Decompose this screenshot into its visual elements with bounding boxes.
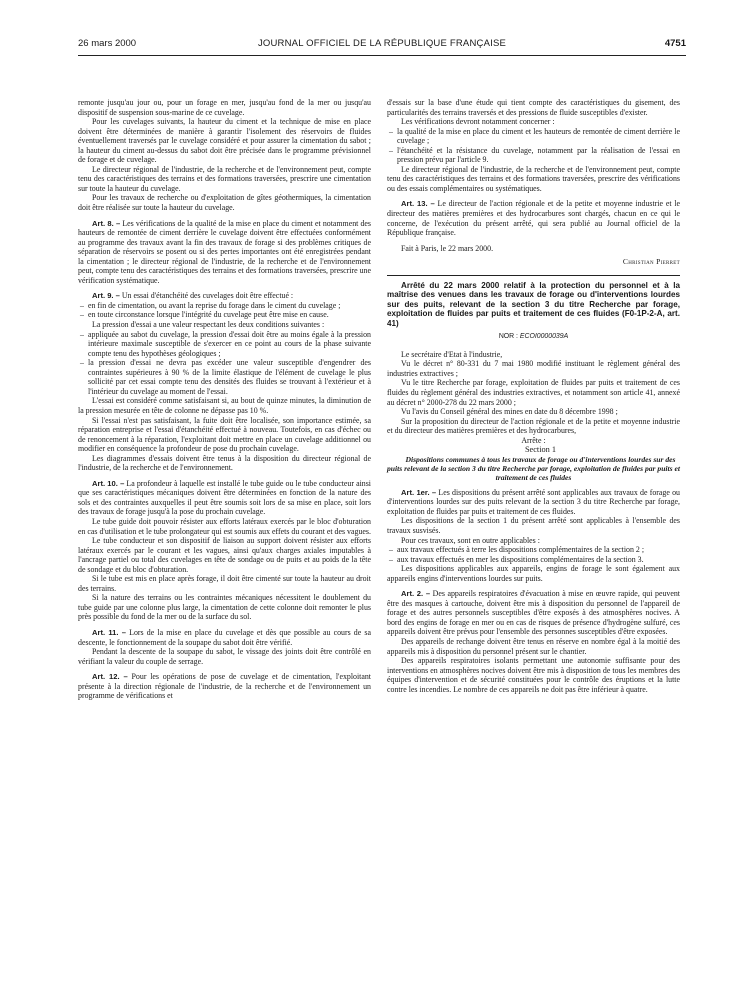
paragraph: Vu le titre Recherche par forage, exploitation de fluides par puits et traitement de ces fluides du règlement général des industries extractives, et notamment son article 41, annexé au décret n° 2000-278 du 22 mars 2000 ;	[387, 378, 680, 407]
paragraph: Les vérifications devront notamment concerner :	[401, 117, 555, 127]
paragraph: Vu l'avis du Conseil général des mines en date du 8 décembre 1998 ;	[401, 407, 618, 417]
list-item: – en toute circonstance lorsque l'intégrité du cuvelage peut être mise en cause.	[78, 310, 371, 320]
paragraph: remonte jusqu'au jour ou, pour un forage en mer, jusqu'au fond de la mer ou jusqu'au dispositif de suspension sous-marine de ce cuvelage.	[78, 98, 371, 117]
article-lead: Art. 2. –	[401, 589, 431, 599]
section-subtitle: Dispositions communes à tous les travaux de forage ou d'interventions lourdes sur des puits relevant de la section 3 du titre Recherche par forage, exploitation de fluides par puits et traitement de ces fluides	[387, 454, 680, 482]
article-11	[78, 628, 371, 647]
paragraph: Si le tube est mis en place après forage, il doit être cimenté sur toute la hauteur au droit des terrains.	[78, 574, 371, 593]
paragraph: Des appareils respiratoires isolants permettant une autonomie suffisante pour des interventions en atmosphères nocives doivent être mis à disposition de tous les membres des équipes d'intervention et de sécurité constituées pour le contrôle des éruptions et la lutte contre les incendies. Le nombre de ces appareils ne doit pas être inférieur à quatre.	[387, 656, 680, 694]
dash-list	[387, 127, 680, 165]
article-lead: Art. 10. –	[92, 478, 125, 488]
right-column	[387, 98, 680, 694]
dash-list	[387, 545, 680, 564]
article-lead: Art. 9. –	[92, 291, 120, 301]
paragraph: Si la nature des terrains ou les contraintes mécaniques nécessitent le doublement du tube guide par une colonne plus large, la cimentation de cette colonne doit remonter le plus près possible du fond de la mer ou de la surface du sol.	[78, 593, 371, 622]
list-item: – la pression d'essai ne devra pas excéder une valeur susceptible d'engendrer des contraintes supérieures à 90 % de la limite élastique de l'élément de cuvelage le plus sollicité par cet essai compte tenu des densités des fluides se trouvant à l'extérieur et à l'intérieur du cuvelage au moment de l'essai.	[78, 358, 371, 396]
article-1	[387, 488, 680, 517]
header-rule	[78, 55, 686, 56]
paragraph: Pendant la descente de la soupape du sabot, le vissage des joints doit être contrôlé en vérifiant la valeur du couple de serrage.	[78, 647, 371, 666]
article-text: Les vérifications de la qualité de la mise en place du ciment et notamment des hauteurs de remontée de ciment derrière le cuvelage doivent être effectuées conformément au programme des travaux avant la fin des travaux de forage si des problèmes critiques de séparation de réservoirs se posent ou si des pertes importantes ont été enregistrées pendant la cimentation ; le directeur régional de l'industrie, de la recherche et de l'environnement peut, compte tenu des caractéristiques des terrains et des formations traversées, prescrire une vérification systématique.	[78, 218, 372, 285]
paragraph: La pression d'essai a une valeur respectant les deux conditions suivantes :	[92, 320, 325, 330]
article-10	[78, 479, 371, 517]
arrete-label: Arrête :	[521, 435, 546, 445]
article-lead: Art. 1er. –	[401, 487, 437, 497]
page-header	[78, 38, 686, 52]
separator-rule	[387, 275, 680, 276]
paragraph: Pour ces travaux, sont en outre applicables :	[401, 535, 540, 545]
article-text: Un essai d'étanchéité des cuvelages doit être effectué :	[119, 291, 294, 301]
paragraph: Le directeur régional de l'industrie, de la recherche et de l'environnement peut, compte tenu des caractéristiques des terrains et des formations traversées, prescrire une cimentation sur toute la hauteur du cuvelage.	[78, 164, 371, 193]
dash-list	[78, 330, 371, 397]
article-text: Pour les opérations de pose de cuvelage et de cimentation, l'exploitant présente à la direction régionale de l'industrie, de la recherche et de l'environnement un programme de vérifications et	[78, 672, 371, 701]
list-item: – appliquée au sabot du cuvelage, la pression d'essai doit être au moins égale à la pression intérieure maximale susceptible de s'exercer en ce point au cours de la phase suivante compte tenu des hypothèses géologiques ;	[78, 330, 371, 359]
article-text: La profondeur à laquelle est installé le tube guide ou le tube conducteur ainsi que ses caractéristiques mécaniques doivent être déterminées en fonction de la nature des sols et des contraintes auxquelles il peut être soumis soit lors de sa mise en place, soit lors des travaux de forage jusqu'à la pose du prochain cuvelage.	[78, 478, 372, 517]
article-text: Le directeur de l'action régionale et de la petite et moyenne industrie et le directeur des matières premières et des hydrocarbures sont chargés, chacun en ce qui le concerne, de l'exécution du présent arrêté, qui sera publié au Journal officiel de la République française.	[387, 199, 681, 238]
paragraph: Le directeur régional de l'industrie, de la recherche et de l'environnement peut, compte tenu des caractéristiques des terrains et des formations traversées, prescrire des vérifications ou des essais complémentaires ou systématiques.	[387, 164, 680, 193]
paragraph: Les dispositions de la section 1 du présent arrêté sont applicables à l'ensemble des travaux susvisés.	[387, 516, 680, 535]
list-item: – aux travaux effectués à terre les dispositions complémentaires de la section 2 ;	[387, 545, 680, 555]
paragraph: Le secrétaire d'Etat à l'industrie,	[401, 349, 503, 359]
nor-label: NOR :	[498, 333, 520, 341]
article-lead: Art. 11. –	[92, 627, 127, 637]
article-2	[387, 589, 680, 637]
paragraph: Le tube guide doit pouvoir résister aux efforts latéraux exercés par le bloc d'obturation en cas d'utilisation et le tube prolongateur qui est soumis aux effets du courant et des vagues.	[78, 516, 371, 536]
place-date: Fait à Paris, le 22 mars 2000.	[401, 243, 494, 253]
paragraph: Pour les travaux de recherche ou d'exploitation de gîtes géothermiques, la cimentation doit être réalisée sur toute la hauteur du cuvelage.	[78, 193, 371, 213]
signature: Christian Pierret	[622, 257, 680, 267]
article-lead: Art. 12. –	[92, 672, 128, 682]
page-number: 4751	[664, 38, 686, 49]
article-lead: Art. 8. –	[92, 218, 121, 228]
article-text: Lors de la mise en place du cuvelage et dès que possible au cours de sa descente, le fonctionnement de la soupape du sabot doit être vérifié.	[78, 627, 371, 647]
paragraph: Pour les cuvelages suivants, la hauteur du ciment et la technique de mise en place doivent être déterminées de manière à garantir l'isolement des réservoirs de fluides éventuellement traversés par le cuvelage considéré et pour assurer la cimentation du sabot ; la hauteur du ciment au-dessus du sabot doit être précisée dans le programme prévisionnel de forage et de cuvelage.	[78, 117, 371, 165]
article-8	[78, 219, 371, 286]
paragraph: L'essai est considéré comme satisfaisant si, au bout de quinze minutes, la diminution de la pression mesurée en tête de colonne ne dépasse pas 10 %.	[78, 396, 371, 415]
paragraph: d'essais sur la base d'une étude qui tient compte des caractéristiques du gisement, des particularités des terrains traversés et des pressions de fluide susceptibles d'exister.	[387, 98, 680, 117]
paragraph: Les dispositions applicables aux appareils, engins de forage le sont également aux appareils engins d'interventions lourdes sur puits.	[387, 564, 680, 583]
article-13	[387, 199, 680, 237]
list-item: – l'étanchéité et la résistance du cuvelage, notamment par la réalisation de l'essai en pression prévu par l'article 9.	[387, 146, 680, 165]
issue-date: 26 mars 2000	[78, 38, 137, 49]
paragraph: Vu le décret n° 80-331 du 7 mai 1980 modifié instituant le règlement général des industries extractives ;	[387, 359, 680, 378]
paragraph: Sur la proposition du directeur de l'action régionale et de la petite et moyenne industrie et du directeur des matières premières et des hydrocarbures,	[387, 416, 680, 436]
section-heading: Section 1	[524, 445, 557, 455]
left-column	[78, 98, 371, 701]
nor-reference	[387, 332, 680, 342]
paragraph: Les diagrammes d'essais doivent être tenus à la disposition du directeur régional de l'industrie, de la recherche et de l'environnement.	[78, 453, 371, 473]
list-item: – aux travaux effectués en mer les dispositions complémentaires de la section 3.	[387, 555, 680, 565]
nor-code: ECOI0000039A	[519, 333, 569, 341]
journal-title: JOURNAL OFFICIEL DE LA RÉPUBLIQUE FRANÇAISE	[257, 38, 507, 49]
list-item: – en fin de cimentation, ou avant la reprise du forage dans le ciment du cuvelage ;	[78, 301, 371, 311]
article-lead: Art. 13. –	[401, 199, 435, 209]
article-text: Des appareils respiratoires d'évacuation à mise en œuvre rapide, qui peuvent être des masques à cartouche, doivent être mis à disposition du personnel de l'appareil de forage et des autres personnels susceptibles d'être exposés à des atmosphères nocives. A bord des engins de forage en mer ou en cas de risques de présence d'hydrogène sulfuré, ces appareils doivent être prévus pour l'ensemble des personnes susceptibles d'être exposées.	[387, 589, 680, 637]
article-text: Les dispositions du présent arrêté sont applicables aux travaux de forage ou d'interventions lourdes sur des puits relevant de la section 3 du titre Recherche par forage, exploitation de fluides par puits et traitement de ces fluides.	[387, 487, 680, 516]
article-9	[78, 291, 371, 301]
arrete-title: Arrêté du 22 mars 2000 relatif à la protection du personnel et à la maîtrise des venues dans les travaux de forage ou d'interventions lourdes sur des puits, relevant de la section 3 du titre Recherche par forage, exploitation de fluides par puits et traitement de ces fluides (F0-1P-2-A, art. 41)	[387, 280, 680, 328]
paragraph: Des appareils de rechange doivent être tenus en réserve en nombre égal à la moitié des appareils mis à disposition du personnel présent sur le chantier.	[387, 637, 680, 656]
paragraph: Si l'essai n'est pas satisfaisant, la fuite doit être localisée, son importance estimée, sa réparation entreprise et l'essai d'étanchéité effectué à nouveau. Toutefois, en cas d'échec ou de renoncement à la réparation, l'exploitant doit mettre en place un cuvelage additionnel ou modifier en conséquence la profondeur de pose du prochain cuvelage.	[78, 415, 371, 454]
list-item: – la qualité de la mise en place du ciment et les hauteurs de remontée de ciment derrière le cuvelage ;	[387, 127, 680, 146]
dash-list	[78, 301, 371, 320]
paragraph: Le tube conducteur et son dispositif de liaison au support doivent résister aux efforts latéraux exercés par le courant et les vagues, ainsi qu'aux charges axiales imputables à l'ancrage partiel ou total des cuvelages en tête de sondage ou de puits et au poids de la tête de sondage et du bloc d'obturation.	[78, 536, 371, 574]
article-12	[78, 672, 371, 701]
